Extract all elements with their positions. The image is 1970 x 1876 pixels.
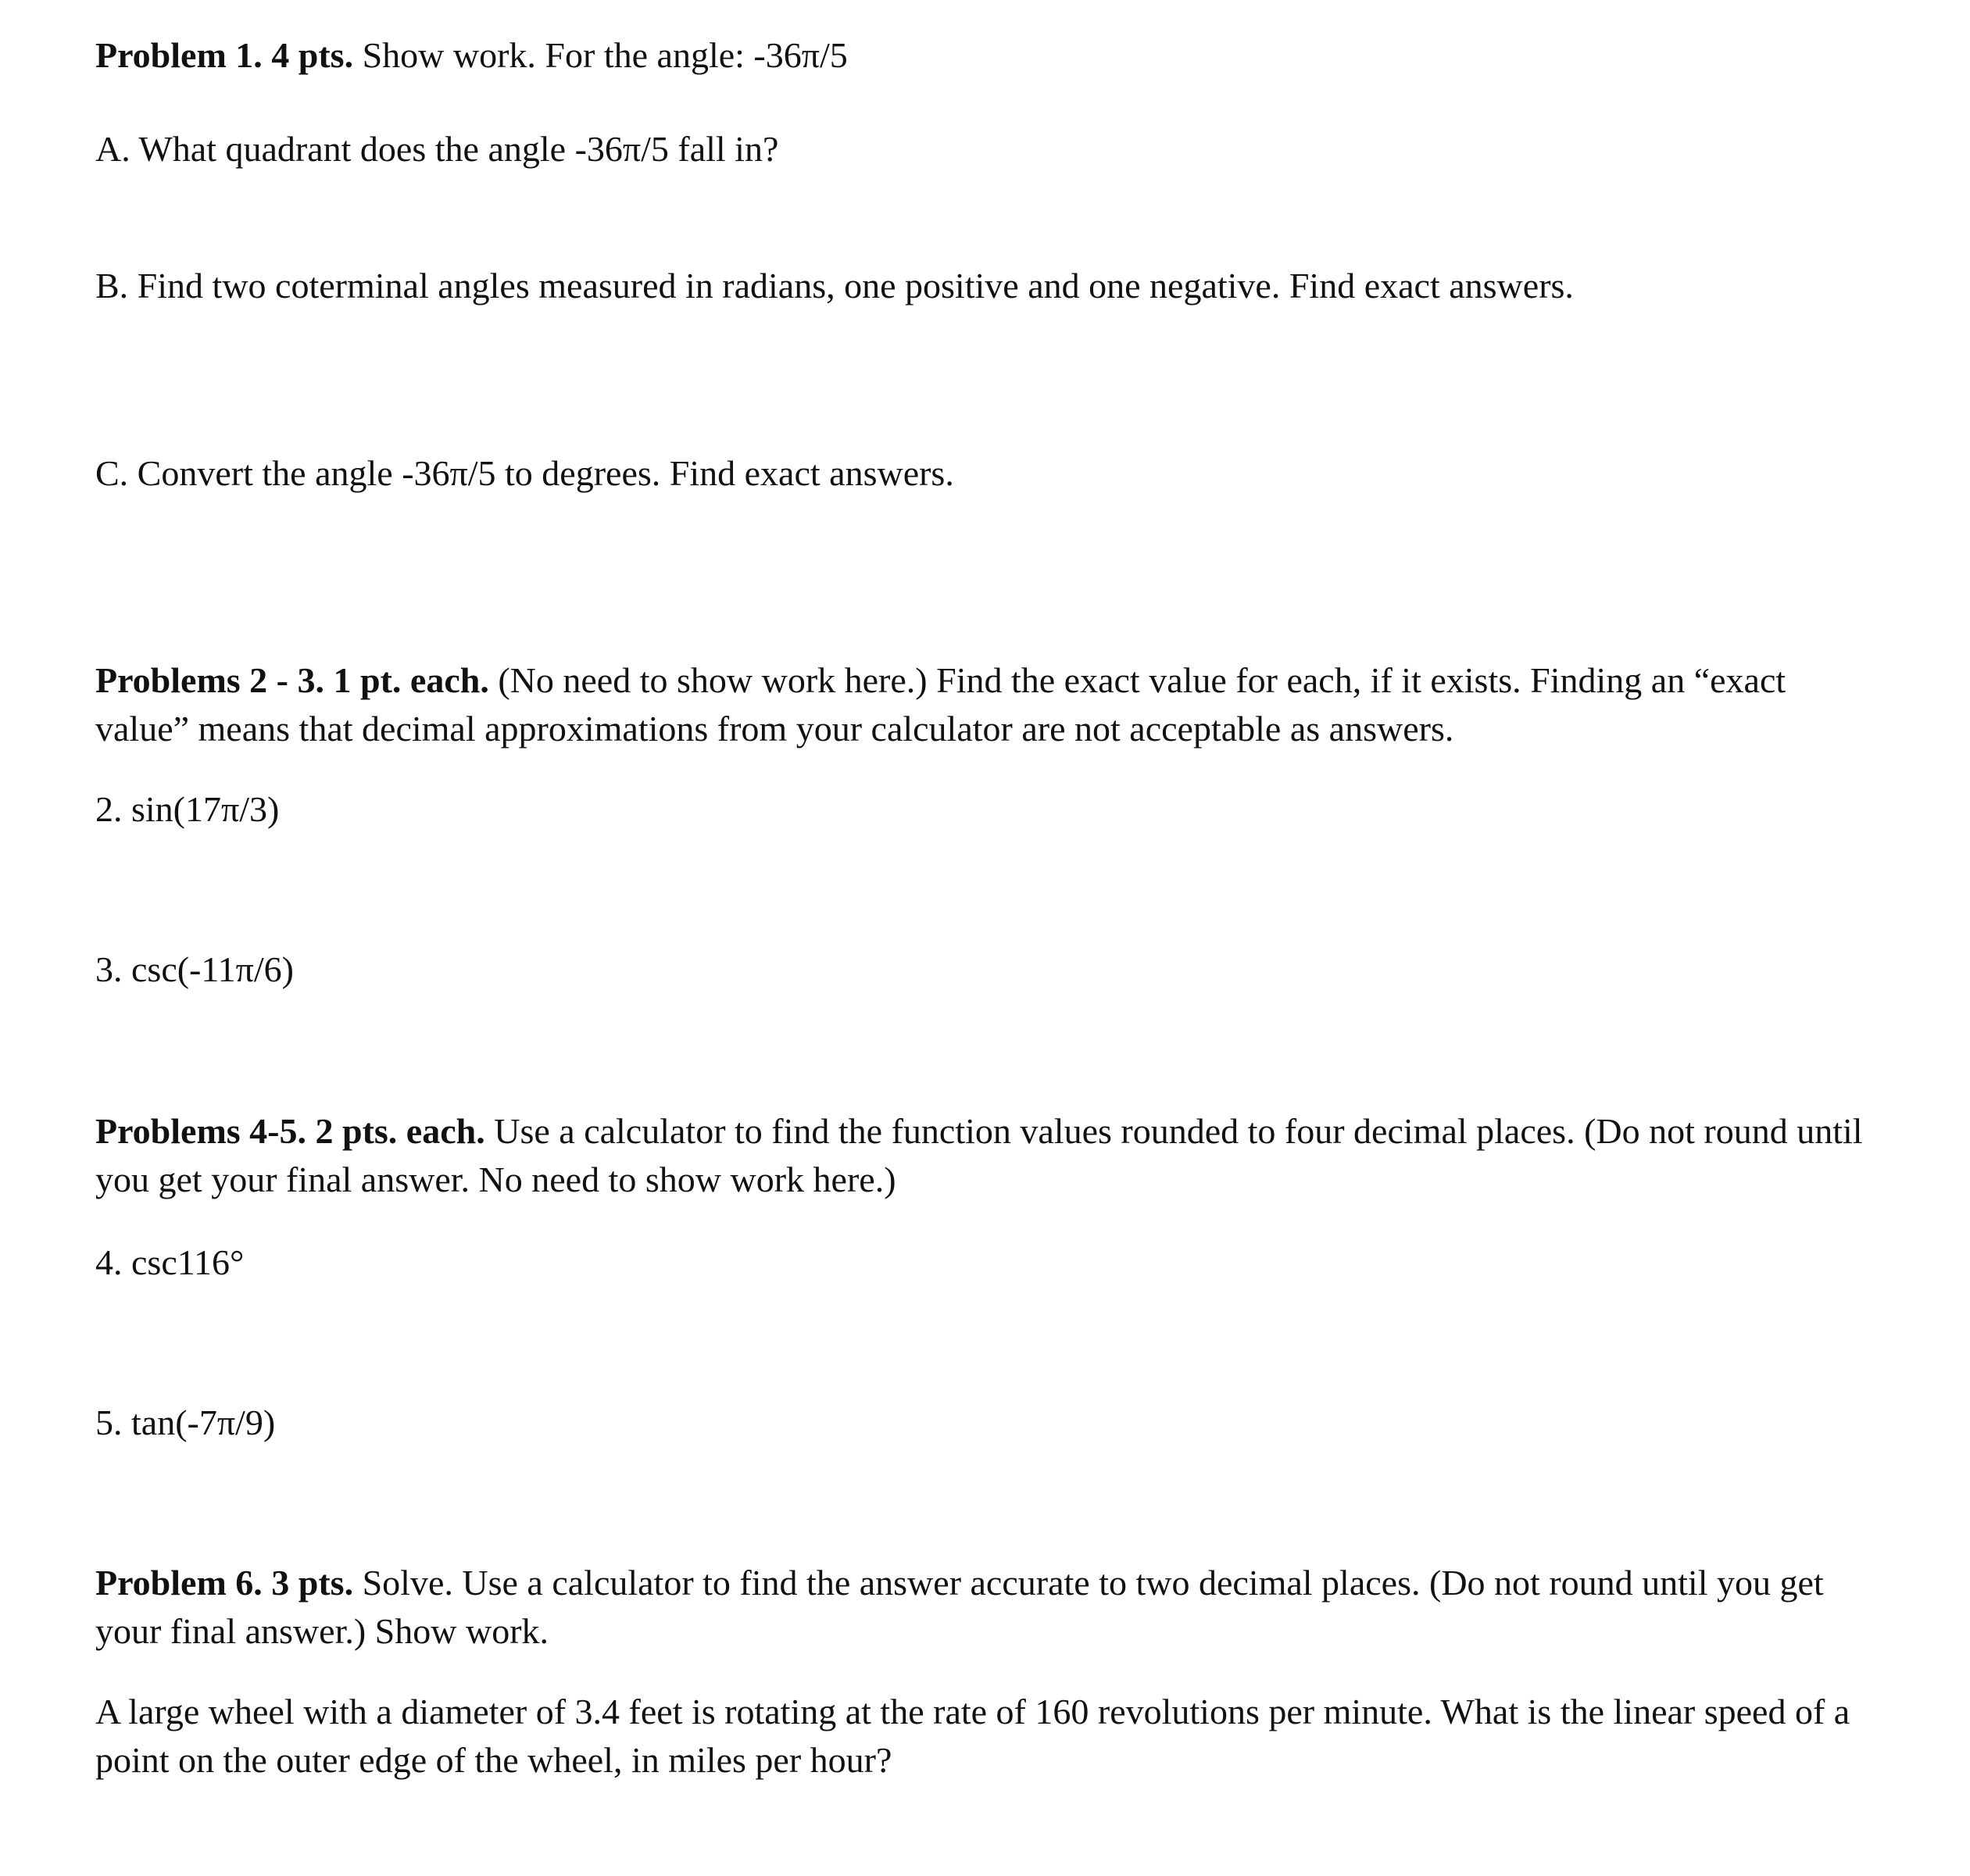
problems-4-5-intro-line-2: you get your final answer. No need to show work here.) (95, 1160, 896, 1199)
problem-5: 5. tan(-7π/9) (95, 1403, 276, 1442)
problem-1-heading: Problem 1. 4 pts. (95, 35, 354, 75)
problem-1-part-a: A. What quadrant does the angle -36π/5 fall in? (95, 129, 779, 169)
problem-2: 2. sin(17π/3) (95, 789, 280, 829)
problem-6-question-line-1: A large wheel with a diameter of 3.4 feet is rotating at the rate of 160 revolutions per minute. What is the linear speed of a (95, 1692, 1850, 1731)
problems-2-3-intro-line-2: value” means that decimal approximations from your calculator are not acceptable as answers. (95, 709, 1454, 749)
problem-6-heading: Problem 6. 3 pts. (95, 1563, 354, 1603)
problem-6-intro-line-2: your final answer.) Show work. (95, 1611, 549, 1651)
problem-6-header (95, 1559, 1824, 1607)
problems-2-3-heading: Problems 2 - 3. 1 pt. each. (95, 660, 489, 700)
problems-2-3-header (95, 656, 1786, 705)
problems-4-5-heading: Problems 4-5. 2 pts. each. (95, 1111, 485, 1151)
problem-1-part-c: C. Convert the angle -36π/5 to degrees. Find exact answers. (95, 453, 954, 493)
problem-6-intro-line-1: Solve. Use a calculator to find the answer accurate to two decimal places. (Do not round until you get (353, 1563, 1824, 1603)
problems-2-3-intro-line-1: (No need to show work here.) Find the exact value for each, if it exists. Finding an “exact (488, 660, 1786, 700)
problems-4-5-header (95, 1107, 1863, 1156)
problem-1-part-b: B. Find two coterminal angles measured in radians, one positive and one negative. Find exact answers. (95, 266, 1574, 306)
problem-1-header (95, 31, 848, 80)
problem-3: 3. csc(-11π/6) (95, 949, 294, 989)
problem-1-intro: Show work. For the angle: -36π/5 (353, 35, 848, 75)
problem-6-question-line-2: point on the outer edge of the wheel, in miles per hour? (95, 1740, 892, 1780)
problems-4-5-intro-line-1: Use a calculator to find the function values rounded to four decimal places. (Do not round until (484, 1111, 1863, 1151)
problem-4: 4. csc116° (95, 1242, 245, 1282)
